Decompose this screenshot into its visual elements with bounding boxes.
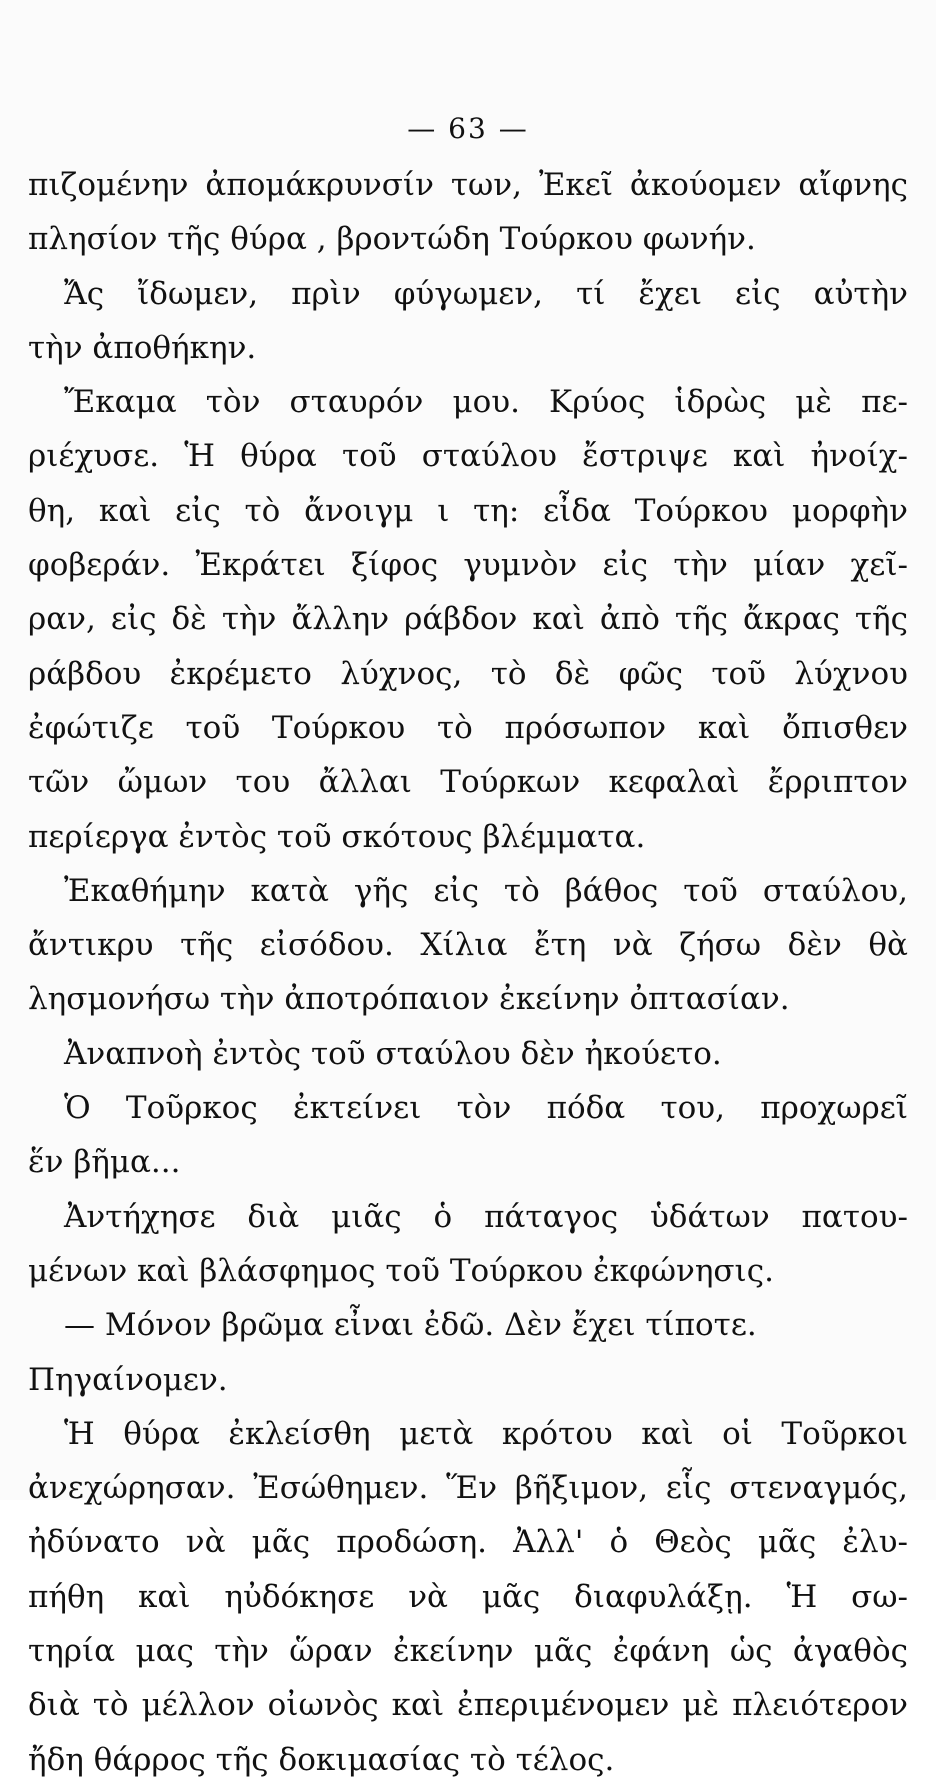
- text-line: Ἄς ἴδωμεν, πρὶν φύγωμεν, τί ἔχει εἰς αὐτὴν: [64, 275, 908, 312]
- text-line: ἤδη θάρρος τῆς δοκιμασίας τὸ τέλος.: [28, 1741, 615, 1778]
- text-line: Πηγαίνομεν.: [28, 1361, 228, 1398]
- text-line: πιζομένην ἀπομάκρυνσίν των, Ἐκεῖ ἀκούομεν αἴφνης: [28, 167, 908, 203]
- text-line: μένων καὶ βλάσφημος τοῦ Τούρκου ἐκφώνησις.: [28, 1252, 774, 1289]
- text-line: Ἡ θύρα ἐκλείσθη μετὰ κρότου καὶ οἱ Τοῦρκοι: [64, 1415, 908, 1452]
- text-line: Ὁ Τοῦρκος ἐκτείνει τὸν πόδα του, προχωρεῖ: [64, 1090, 908, 1127]
- text-line: πλησίον τῆς θύρα , βροντώδη Τούρκου φωνήν.: [28, 221, 756, 258]
- body-text: [28, 158, 908, 1787]
- text-line: πήθη καὶ ηὐδόκησε νὰ μᾶς διαφυλάξῃ. Ἡ σω-: [28, 1578, 908, 1615]
- text-line: τὴν ἀποθήκην.: [28, 329, 257, 366]
- page-number: — 63 —: [407, 112, 529, 145]
- text-line: Ἀντήχησε διὰ μιᾶς ὁ πάταγος ὑδάτων πατου-: [64, 1198, 908, 1235]
- text-line: περίεργα ἐντὸς τοῦ σκότους βλέμματα.: [28, 818, 646, 855]
- text-line: Ἔκαμα τὸν σταυρόν μου. Κρύος ἱδρὼς μὲ πε-: [64, 384, 908, 421]
- text-line: τῶν ὤμων του ἄλλαι Τούρκων κεφαλαὶ ἔρριπτον: [28, 764, 908, 801]
- text-line: ἀνεχώρησαν. Ἐσώθημεν. Ἕν βῆξιμον, εἷς στεναγμός,: [28, 1470, 908, 1507]
- text-line: διὰ τὸ μέλλον οἰωνὸς καὶ ἐπεριμένομεν μὲ πλειότερον: [28, 1687, 908, 1724]
- text-line: ράβδου ἐκρέμετο λύχνος, τὸ δὲ φῶς τοῦ λύχνου: [28, 655, 908, 692]
- text-line: ἄντικρυ τῆς εἰσόδου. Χίλια ἔτη νὰ ζήσω δὲν θὰ: [28, 927, 908, 964]
- text-line: λησμονήσω τὴν ἀποτρόπαιον ἐκείνην ὀπτασίαν.: [28, 981, 790, 1018]
- text-line: Ἀναπνοὴ ἐντὸς τοῦ σταύλου δὲν ἠκούετο.: [64, 1035, 722, 1072]
- text-line: τηρία μας τὴν ὥραν ἐκείνην μᾶς ἐφάνη ὡς ἀγαθὸς: [28, 1633, 908, 1670]
- text-line: ἐφώτιζε τοῦ Τούρκου τὸ πρόσωπον καὶ ὄπισθεν: [28, 709, 908, 746]
- text-line: θη, καὶ εἰς τὸ ἄνοιγμ ι τη: εἶδα Τούρκου μορφὴν: [28, 492, 908, 529]
- text-line: ἕν βῆμα...: [28, 1144, 181, 1181]
- text-line: Ἐκαθήμην κατὰ γῆς εἰς τὸ βάθος τοῦ σταύλου,: [64, 872, 908, 909]
- text-line: φοβεράν. Ἐκράτει ξίφος γυμνὸν εἰς τὴν μίαν χεῖ-: [28, 547, 908, 584]
- text-line: ἠδύνατο νὰ μᾶς προδώση. Ἀλλ' ὁ Θεὸς μᾶς ἐλυ-: [28, 1524, 908, 1561]
- text-line: — Μόνον βρῶμα εἶναι ἐδῶ. Δὲν ἔχει τίποτε.: [64, 1307, 757, 1344]
- text-line: ραν, εἰς δὲ τὴν ἄλλην ράβδον καὶ ἀπὸ τῆς ἄκρας τῆς: [28, 601, 908, 638]
- text-line: ριέχυσε. Ἡ θύρα τοῦ σταύλου ἔστριψε καὶ ἠνοίχ-: [28, 438, 908, 475]
